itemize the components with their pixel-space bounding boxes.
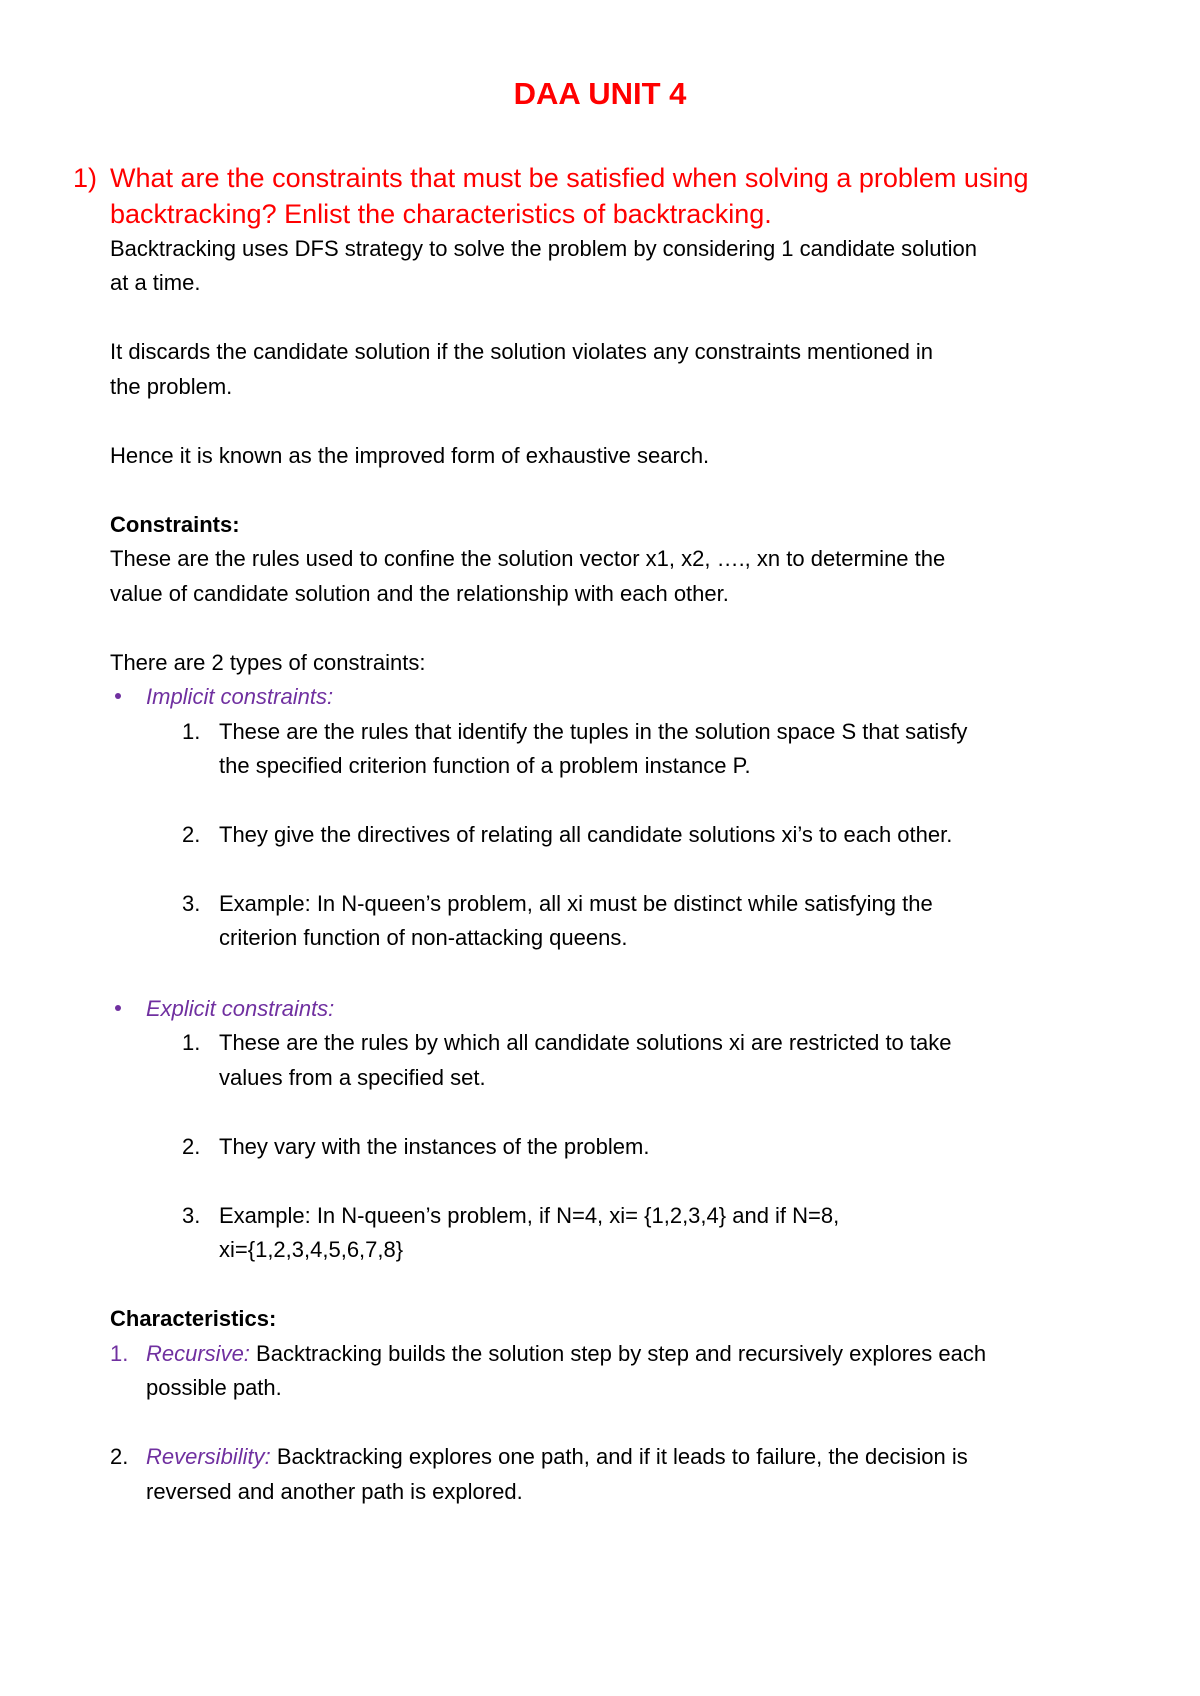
explicit-item-3-line-1: Example: In N-queen’s problem, if N=4, xi= {1,2,3,4} and if N=8, — [219, 1203, 840, 1228]
characteristic-1-label: Recursive: — [146, 1341, 250, 1366]
intro-paragraph-1-line-2: at a time. — [110, 270, 201, 295]
intro-paragraph-3: Hence it is known as the improved form of exhaustive search. — [110, 443, 710, 468]
implicit-item-1-line-2: the specified criterion function of a problem instance P. — [219, 753, 751, 778]
characteristic-2-label: Reversibility: — [146, 1444, 271, 1469]
intro-paragraph-1-line-1: Backtracking uses DFS strategy to solve the problem by considering 1 candidate solution — [110, 236, 978, 261]
implicit-item-2-line-1: They give the directives of relating all candidate solutions xi’s to each other. — [219, 822, 953, 847]
characteristic-2-line-2: reversed and another path is explored. — [146, 1479, 523, 1504]
implicit-item-3-number: 3. — [182, 891, 201, 916]
constraints-definition-line-1: These are the rules used to confine the solution vector x1, x2, …., xn to determine the — [110, 546, 946, 571]
characteristics-heading: Characteristics: — [110, 1306, 277, 1331]
implicit-item-2-number: 2. — [182, 822, 201, 847]
implicit-item-3-line-2: criterion function of non-attacking queens. — [219, 925, 628, 950]
question-number: 1) — [73, 163, 98, 193]
page-title: DAA UNIT 4 — [513, 76, 687, 111]
characteristic-1-number: 1. — [110, 1341, 129, 1366]
characteristic-1-line-2: possible path. — [146, 1375, 282, 1400]
characteristic-2-number: 2. — [110, 1444, 129, 1469]
characteristic-2-text: Backtracking explores one path, and if it leads to failure, the decision is — [270, 1444, 968, 1469]
question-line-2: backtracking? Enlist the characteristics of backtracking. — [110, 199, 772, 229]
intro-paragraph-2-line-2: the problem. — [110, 374, 233, 399]
question-line-1: What are the constraints that must be satisfied when solving a problem using — [110, 163, 1029, 193]
characteristic-1-text: Backtracking builds the solution step by step and recursively explores each — [249, 1341, 987, 1366]
characteristic-1-line-1 — [146, 1338, 986, 1370]
explicit-item-2-line-1: They vary with the instances of the problem. — [219, 1134, 650, 1159]
constraints-heading: Constraints: — [110, 512, 240, 537]
explicit-constraints-label: Explicit constraints: — [146, 996, 335, 1021]
implicit-item-1-line-1: These are the rules that identify the tuples in the solution space S that satisfy — [219, 719, 968, 744]
explicit-item-3-line-2: xi={1,2,3,4,5,6,7,8} — [219, 1237, 404, 1262]
explicit-item-1-line-2: values from a specified set. — [219, 1065, 486, 1090]
constraints-definition-line-2: value of candidate solution and the relationship with each other. — [110, 581, 729, 606]
characteristic-2-line-1 — [146, 1441, 968, 1473]
explicit-item-2-number: 2. — [182, 1134, 201, 1159]
bullet-icon — [115, 693, 121, 699]
implicit-item-3-line-1: Example: In N-queen’s problem, all xi must be distinct while satisfying the — [219, 891, 933, 916]
implicit-constraints-label: Implicit constraints: — [146, 684, 334, 709]
explicit-item-1-line-1: These are the rules by which all candidate solutions xi are restricted to take — [219, 1030, 952, 1055]
implicit-item-1-number: 1. — [182, 719, 201, 744]
constraints-types: There are 2 types of constraints: — [110, 650, 426, 675]
bullet-icon — [115, 1005, 121, 1011]
explicit-item-1-number: 1. — [182, 1030, 201, 1055]
intro-paragraph-2-line-1: It discards the candidate solution if the solution violates any constraints mentioned in — [110, 339, 934, 364]
explicit-item-3-number: 3. — [182, 1203, 201, 1228]
